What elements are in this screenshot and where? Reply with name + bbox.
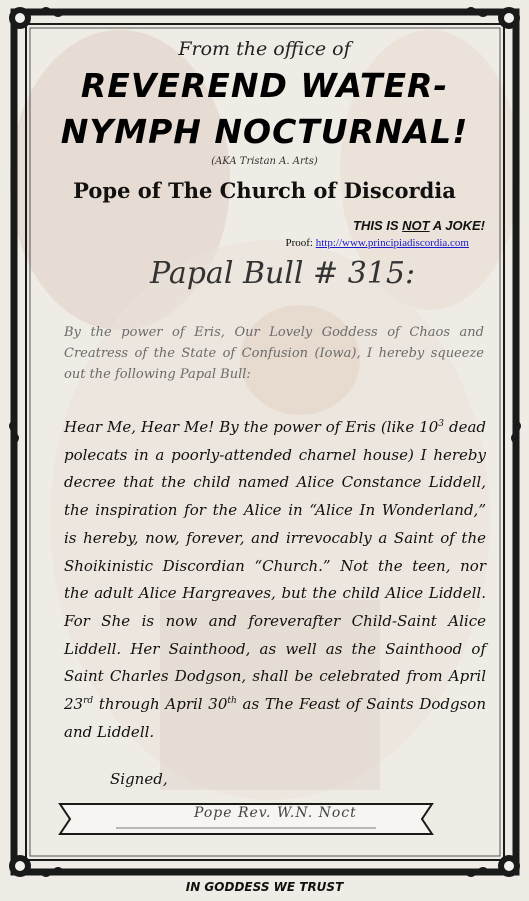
not-a-joke-notice bbox=[353, 218, 485, 233]
decree-sup-3: th bbox=[227, 696, 237, 707]
decree-sup-1: 3 bbox=[438, 419, 445, 429]
decree-paragraph bbox=[64, 414, 486, 746]
notice-prefix: THIS IS bbox=[353, 218, 403, 233]
decree-part-2: dead polecats in a poorly-attended charnel house) I hereby decree that the child named Alice Constance Liddell, the inspiration for the Alice in “Alice In Wonderland,” is hereby, now, forever, and irrevocably a Saint of the Shoikinistic Discordian “Church.” Not the teen, nor the adult Alice Hargreaves, but the child Alice Liddell. For She is now and foreverafter Child-Saint Alice Liddell. Her Sainthood, as well as the Sainthood of Saint Charles Dodgson, shall be celebrated from April 23 bbox=[64, 418, 486, 714]
aka-line: (AKA Tristan A. Arts) bbox=[211, 156, 318, 167]
pope-title: Pope of The Church of Discordia bbox=[73, 178, 456, 203]
decree-part-4: as The Feast of Saints Dodgson and Liddell. bbox=[64, 695, 486, 741]
signed-label: Signed, bbox=[110, 770, 168, 788]
papal-bull-title: Papal Bull # 315: bbox=[150, 256, 416, 291]
proof-label: Proof: bbox=[285, 237, 316, 249]
proof-link[interactable]: http://www.principiadiscordia.com bbox=[315, 237, 469, 249]
decree-sup-2: rd bbox=[83, 696, 94, 707]
office-line: From the office of bbox=[178, 38, 351, 60]
reverend-name-line-2: NYMPH NOCTURNAL! bbox=[60, 112, 469, 151]
signature: Pope Rev. W.N. Noct bbox=[194, 805, 357, 821]
decree-part-1: Hear Me, Hear Me! By the power of Eris (like 10 bbox=[64, 418, 439, 436]
proof-line bbox=[285, 237, 469, 249]
notice-suffix: A JOKE! bbox=[429, 218, 485, 233]
intro-paragraph: By the power of Eris, Our Lovely Goddess of Chaos and Creatress of the State of Confusion (Iowa), I hereby squeeze out the following Papal Bull: bbox=[64, 325, 484, 382]
decree-part-3: through April 30 bbox=[93, 695, 228, 714]
reverend-name-line-1: REVEREND WATER- bbox=[80, 66, 449, 105]
notice-not: NOT bbox=[402, 218, 430, 233]
footer-motto: IN GODDESS WE TRUST bbox=[185, 880, 344, 894]
